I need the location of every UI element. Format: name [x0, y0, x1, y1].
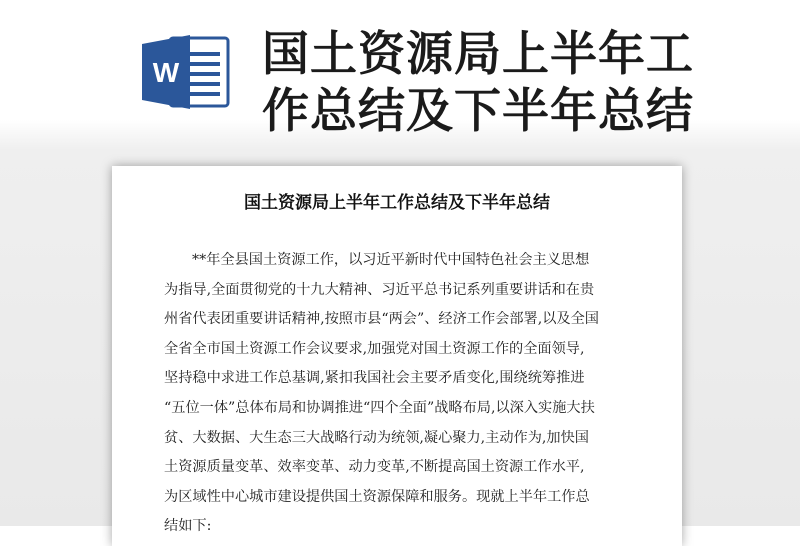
document-page	[112, 166, 682, 546]
body-line: “五位一体”总体布局和协调推进“四个全面”战略布局,以深入实施大扶	[164, 399, 595, 416]
body-line: 为指导,全面贯彻党的十九大精神、习近平总书记系列重要讲话和在贵	[164, 281, 595, 298]
word-document-icon	[140, 32, 232, 112]
body-line: 贫、大数据、大生态三大战略行动为统领,凝心聚力,主动作为,加快国	[164, 429, 589, 446]
body-line: 为区域性中心城市建设提供国土资源保障和服务。现就上半年工作总	[164, 488, 590, 505]
body-line: 坚持稳中求进工作总基调,紧扣我国社会主要矛盾变化,围绕统筹推进	[164, 370, 585, 387]
body-line: 全省全市国土资源工作会议要求,加强党对国土资源工作的全面领导,	[164, 340, 585, 357]
document-body	[164, 246, 644, 542]
header-banner	[0, 0, 800, 140]
document-title: 国土资源局上半年工作总结及下半年总结	[244, 193, 550, 213]
body-line: 州省代表团重要讲话精神,按照市县“两会”、经济工作会部署,以及全国	[164, 311, 599, 328]
body-line: 结如下:	[164, 518, 212, 535]
title-line-2: 作总结及下半年总结	[262, 84, 694, 139]
word-icon-letter: W	[152, 57, 180, 88]
title-line-1: 国土资源局上半年工	[262, 27, 694, 82]
body-line: **年全县国土资源工作，以习近平新时代中国特色社会主义思想	[192, 252, 590, 268]
page-title	[262, 26, 694, 140]
body-line: 土资源质量变革、效率变革、动力变革,不断提高国土资源工作水平,	[164, 459, 585, 476]
